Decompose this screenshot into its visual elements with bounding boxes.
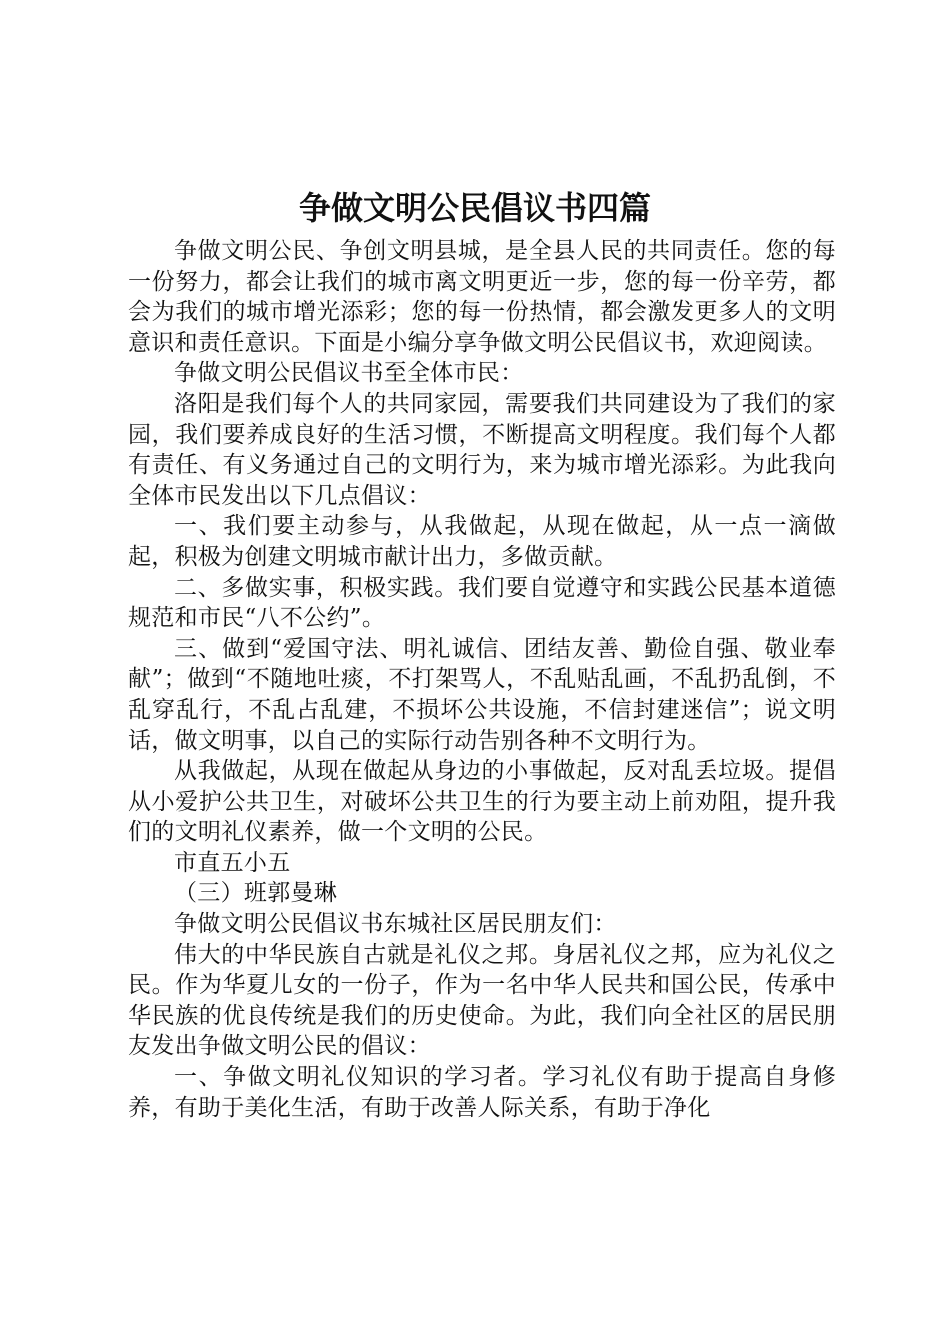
paragraph-item-1: 一、我们要主动参与，从我做起，从现在做起，从一点一滴做起，积极为创建文明城市献计出力，多做贡献。 xyxy=(128,513,836,570)
paragraph-intro: 争做文明公民、争创文明县城，是全县人民的共同责任。您的每一份努力，都会让我们的城市离文明更近一步，您的每一份辛劳，都会为我们的城市增光添彩；您的每一份热情，都会激发更多人的文明意识和责任意识。下面是小编分享争做文明公民倡议书，欢迎阅读。 xyxy=(128,238,836,356)
document-body xyxy=(128,236,836,1123)
paragraph: 从我做起，从现在做起从身边的小事做起，反对乱丢垃圾。提倡从小爱护公共卫生，对破坏公共卫生的行为要主动上前劝阻，提升我们的文明礼仪素养，做一个文明的公民。 xyxy=(128,758,836,846)
paragraph-item-1: 一、争做文明礼仪知识的学习者。学习礼仪有助于提高自身修养，有助于美化生活，有助于改善人际关系，有助于净化 xyxy=(128,1064,836,1121)
paragraph: 洛阳是我们每个人的共同家园，需要我们共同建设为了我们的家园，我们要养成良好的生活习惯，不断提高文明程度。我们每个人都有责任、有义务通过自己的文明行为，来为城市增光添彩。为此我向全体市民发出以下几点倡议： xyxy=(128,390,836,509)
paragraph-heading-1: 争做文明公民倡议书至全体市民： xyxy=(174,360,524,387)
document-title: 争做文明公民倡议书四篇 xyxy=(298,189,651,227)
paragraph-heading-2: 争做文明公民倡议书东城社区居民朋友们： xyxy=(174,911,617,938)
author-name: （三）班郭曼琳 xyxy=(174,880,338,907)
paragraph-item-2: 二、多做实事，积极实践。我们要自觉遵守和实践公民基本道德规范和市民“八不公约”。 xyxy=(128,574,836,632)
author-school: 市直五小五 xyxy=(174,849,291,876)
paragraph: 伟大的中华民族自古就是礼仪之邦。身居礼仪之邦，应为礼仪之民。作为华夏儿女的一份子，作为一名中华人民共和国公民，传承中华民族的优良传统是我们的历史使命。为此，我们向全社区的居民朋友发出争做文明公民的倡议： xyxy=(128,941,836,1060)
paragraph-item-3: 三、做到“爱国守法、明礼诚信、团结友善、勤俭自强、敬业奉献”；做到“不随地吐痰，不打架骂人，不乱贴乱画，不乱扔乱倒，不乱穿乱行，不乱占乱建，不损坏公共设施，不信封建迷信”；说文明话，做文明事，以自己的实际行动告别各种不文明行为。 xyxy=(128,635,836,754)
